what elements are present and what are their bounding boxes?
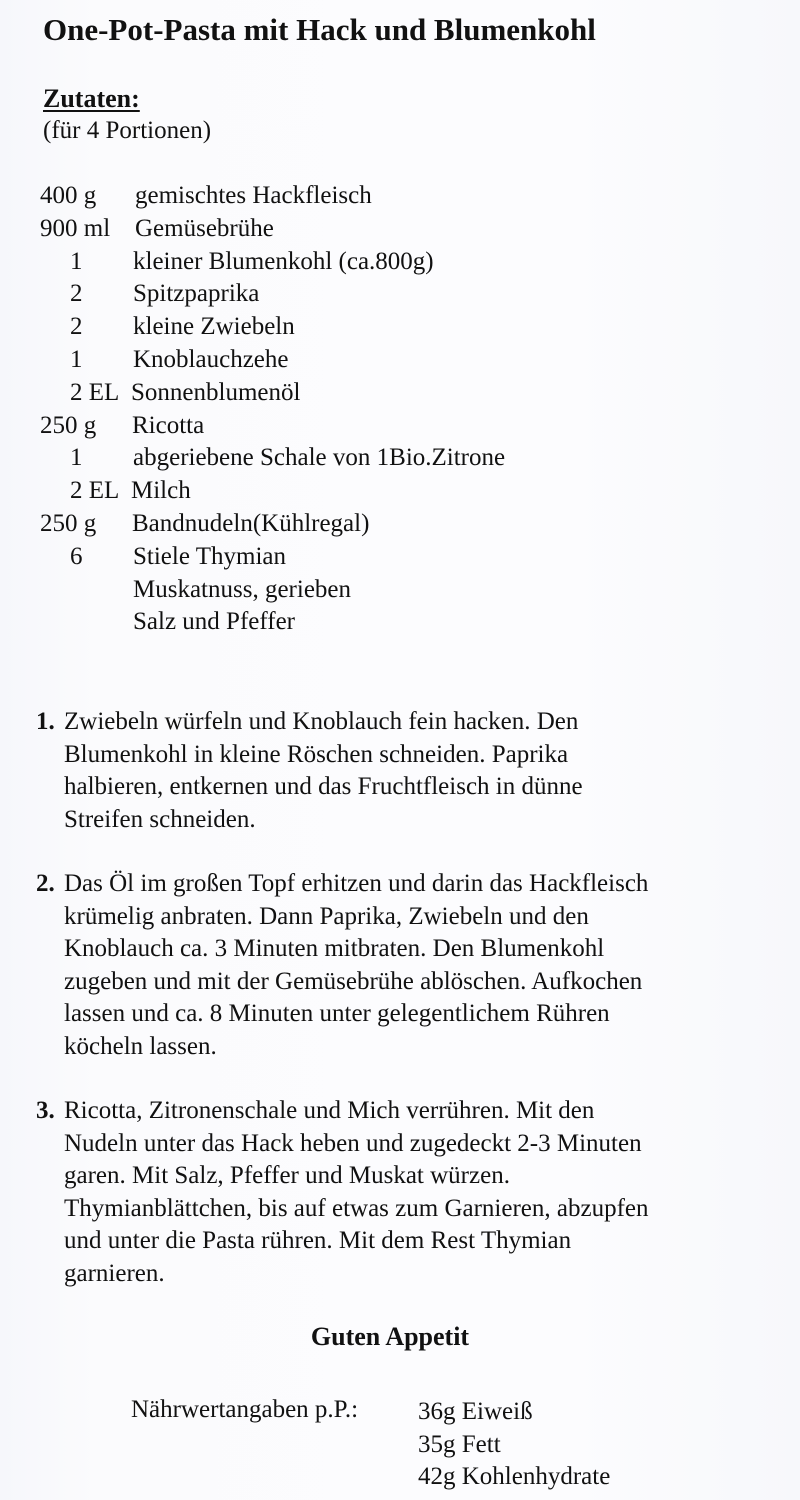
nutrition-value: 35g Fett (418, 1430, 501, 1458)
step-text-line: Knoblauch ca. 3 Minuten mitbraten. Den Blumenkohl (64, 935, 605, 962)
ingredient-name: Sonnenblumenöl (131, 378, 301, 406)
step-number: 3. (36, 1097, 55, 1124)
step-text-line: krümelig anbraten. Dann Paprika, Zwiebeln und den (64, 902, 589, 930)
ingredient-name: Stiele Thymian (133, 542, 286, 570)
ingredient-row (0, 246, 800, 279)
step-text-line: halbieren, entkernen und das Fruchtfleisch in dünne (64, 773, 583, 800)
instruction-step (0, 1095, 800, 1290)
nutrition-value: 42g Kohlenhydrate (418, 1463, 611, 1490)
ingredient-name: kleine Zwiebeln (133, 313, 295, 341)
step-number: 2. (36, 870, 55, 897)
ingredient-row (0, 311, 800, 344)
ingredient-name: Milch (131, 477, 191, 505)
nutrition-label: Nährwertangaben p.P.: (131, 1396, 359, 1423)
nutrition-values (418, 1396, 610, 1494)
step-number: 1. (36, 708, 55, 735)
nutrition-value: 36g Eiweiß (418, 1398, 533, 1425)
instruction-step (0, 868, 800, 1063)
ingredient-name: Knoblauchzehe (133, 345, 289, 373)
step-text-line: zugeben und mit der Gemüsebrühe ablöschen. Aufkochen (64, 967, 643, 995)
instruction-steps (0, 706, 800, 1322)
ingredient-row (0, 574, 800, 607)
ingredient-amount: 6 (70, 542, 83, 570)
ingredient-amount: 250 g (40, 509, 97, 537)
ingredient-name: Spitzpaprika (133, 280, 260, 308)
step-text-line: Das Öl im großen Topf erhitzen und darin das Hackfleisch (64, 870, 649, 897)
instruction-step (0, 706, 800, 836)
step-text-line: lassen und ca. 8 Minuten unter gelegentlichem Rühren (64, 1000, 610, 1027)
ingredient-row (0, 377, 800, 410)
ingredient-name: gemischtes Hackfleisch (135, 182, 372, 209)
step-text-line: Zwiebeln würfeln und Knoblauch fein hacken. Den (64, 708, 579, 735)
ingredient-amount: 1 (70, 247, 83, 275)
ingredient-row (0, 180, 800, 213)
step-text-line: und unter die Pasta rühren. Mit dem Rest Thymian (64, 1227, 572, 1254)
ingredient-name: Ricotta (132, 411, 205, 439)
ingredient-amount: 2 (70, 313, 83, 341)
step-text-line: Blumenkohl in kleine Röschen schneiden. Paprika (64, 740, 569, 768)
step-text-line: köcheln lassen. (64, 1032, 217, 1060)
ingredient-amount: 250 g (40, 411, 97, 439)
step-text-line: garnieren. (64, 1259, 165, 1287)
ingredient-amount: 2 (70, 280, 83, 308)
ingredient-name: kleiner Blumenkohl (ca.800g) (133, 247, 434, 275)
step-text-line: Ricotta, Zitronenschale und Mich verrühren. Mit den (64, 1097, 595, 1124)
ingredient-name: abgeriebene Schale von 1Bio.Zitrone (133, 444, 506, 472)
ingredient-name: Bandnudeln(Kühlregal) (132, 509, 370, 537)
ingredients-heading: Zutaten: (43, 84, 140, 113)
ingredient-row (0, 606, 800, 639)
step-text-line: Streifen schneiden. (64, 805, 256, 833)
ingredient-name: Gemüsebrühe (135, 214, 274, 242)
ingredient-list (0, 180, 800, 639)
ingredient-amount: 1 (70, 345, 83, 373)
ingredient-row (0, 278, 800, 311)
step-text-line: Thymianblättchen, bis auf etwas zum Garnieren, abzupfen (64, 1194, 649, 1222)
recipe-title: One-Pot-Pasta mit Hack und Blumenkohl (43, 12, 596, 47)
ingredient-amount: 1 (70, 444, 83, 472)
ingredient-row (0, 442, 800, 475)
ingredient-row (0, 541, 800, 574)
ingredient-name: Muskatnuss, gerieben (133, 575, 352, 603)
ingredient-row (0, 213, 800, 246)
step-text-line: garen. Mit Salz, Pfeffer und Muskat würzen. (64, 1162, 510, 1189)
ingredient-amount: 900 ml (40, 214, 111, 242)
step-text-line: Nudeln unter das Hack heben und zugedeckt 2-3 Minuten (64, 1129, 642, 1157)
servings-note: (für 4 Portionen) (43, 117, 212, 144)
ingredient-amount: 400 g (40, 182, 97, 209)
ingredient-amount: 2 EL (70, 378, 120, 406)
closing-greeting: Guten Appetit (310, 1322, 470, 1351)
ingredient-row (0, 475, 800, 508)
ingredient-row (0, 344, 800, 377)
ingredient-row (0, 410, 800, 443)
ingredient-amount: 2 EL (70, 477, 120, 505)
ingredient-name: Salz und Pfeffer (133, 608, 295, 636)
ingredient-row (0, 508, 800, 541)
